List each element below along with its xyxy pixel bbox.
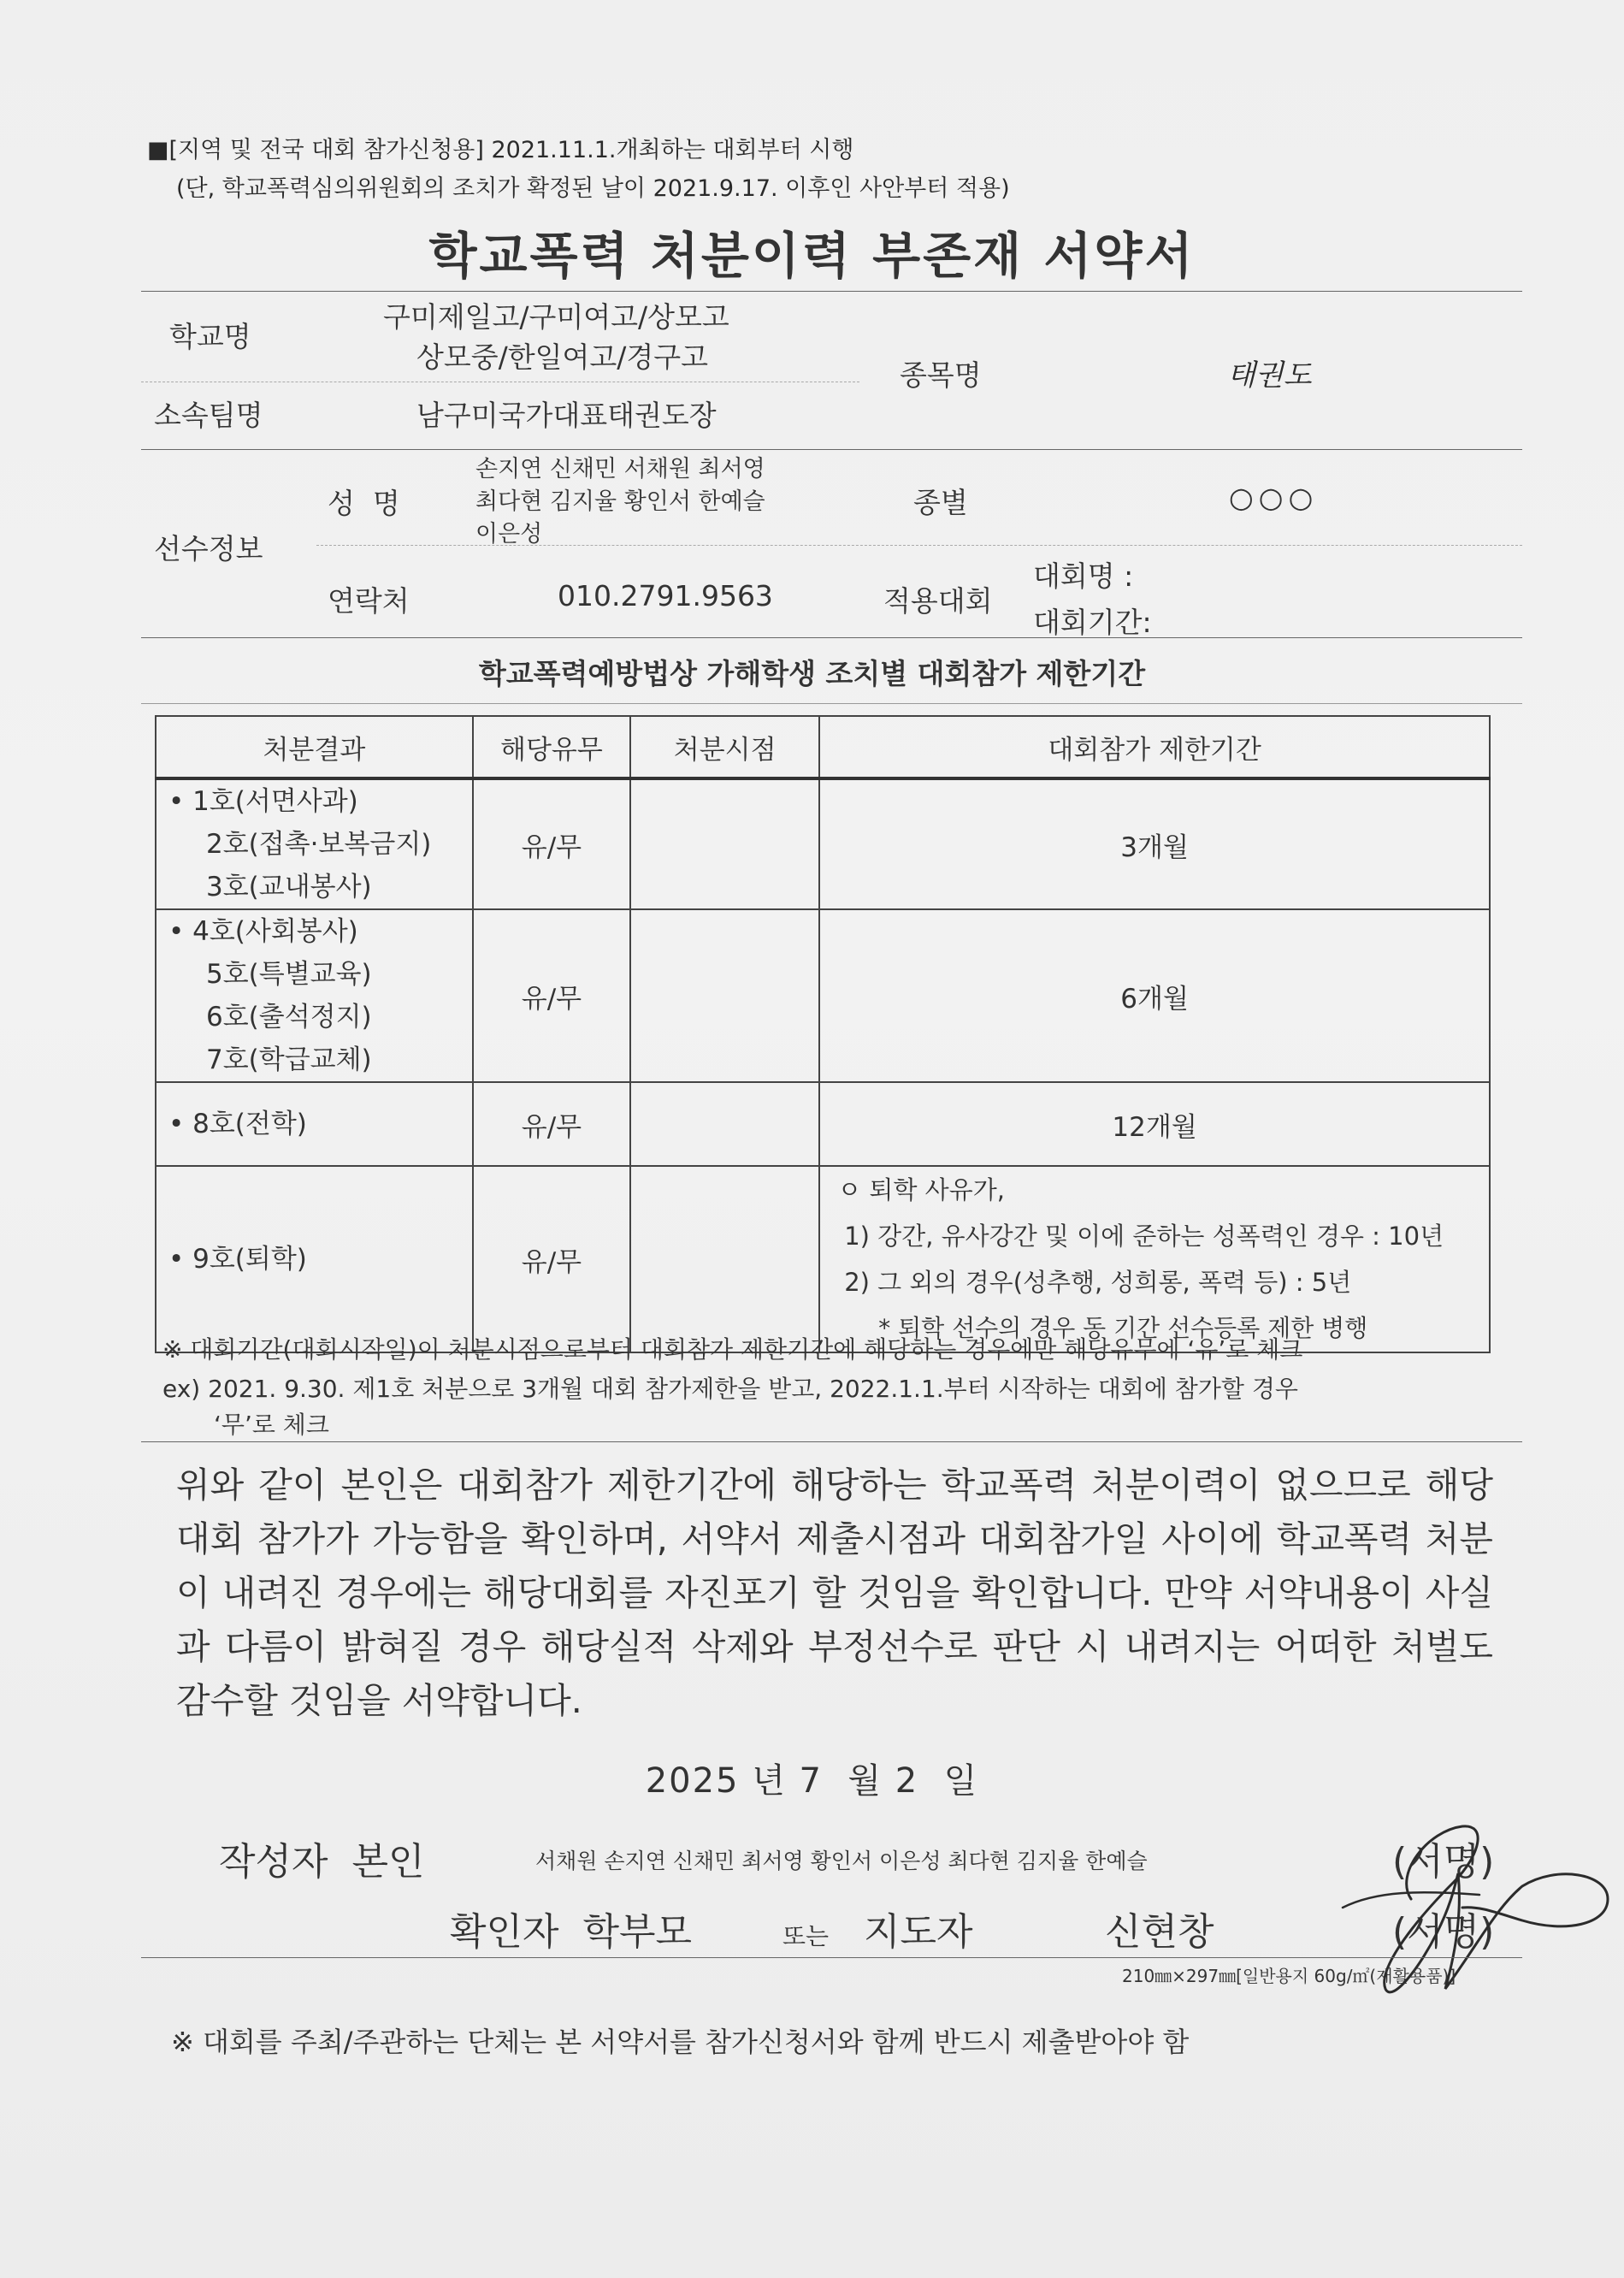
contact-label: 연락처 [328, 584, 410, 618]
restriction-table [155, 715, 1491, 1353]
divider [141, 449, 1522, 450]
footnote-3: ‘무’로 체크 [214, 1411, 329, 1439]
column-header: 해당유무 [473, 716, 630, 778]
table-row [156, 778, 1490, 909]
result-item: 2호(접촉·보복금지) [206, 829, 432, 860]
athlete-section-label: 선수정보 [154, 532, 263, 565]
name-label: 성 명 [328, 487, 400, 520]
period-cell: 6개월 [819, 909, 1490, 1082]
result-item: 7호(학급교체) [206, 1044, 372, 1075]
period-line: 1) 강간, 유사강간 및 이에 준하는 성폭력인 경우 : 10년 [844, 1222, 1444, 1251]
school-value-line2: 상모중/한일여고/경구고 [416, 340, 709, 374]
period-line: * 퇴학 선수의 경우 동 기간 선수등록 제한 병행 [878, 1314, 1368, 1342]
team-value: 남구미국가대표태권도장 [416, 399, 717, 432]
coach-label: 지도자 [864, 1910, 973, 1954]
table-header-row [156, 716, 1490, 778]
result-item: • 1호(서면사과) [168, 786, 358, 817]
column-header: 처분결과 [156, 716, 473, 778]
sport-value: 태권도 [1227, 358, 1312, 393]
divider [316, 545, 1522, 546]
team-label: 소속팀명 [154, 399, 263, 432]
notice-line-2: (단, 학교폭력심의위원회의 조치가 확정된 날이 2021.9.17. 이후인 사안부터 적용) [176, 175, 1010, 202]
result-item: 6호(출석정지) [206, 1002, 372, 1032]
athlete-names-line2: 최다현 김지율 황인서 한예슬 [475, 488, 765, 515]
divider [141, 1441, 1522, 1442]
period-cell: 12개월 [819, 1082, 1490, 1166]
result-item: 5호(특별교육) [206, 959, 372, 990]
period-line: ㅇ 퇴학 사유가, [837, 1175, 1005, 1204]
divider [141, 637, 1522, 638]
or-label: 또는 [782, 1922, 830, 1950]
paper-spec: 210㎜×297㎜[일반용지 60g/㎡(재활용품)] [1122, 1966, 1456, 1986]
column-header: 처분시점 [630, 716, 819, 778]
table-row [156, 909, 1490, 1082]
gender-label: 종별 [913, 486, 968, 519]
divider [141, 291, 1522, 292]
column-header: 대회참가 제한기간 [819, 716, 1490, 778]
period-line: 2) 그 외의 경우(성추행, 성희롱, 폭력 등) : 5년 [844, 1268, 1352, 1297]
time-cell [630, 1082, 819, 1166]
gender-value: ○○○ [1229, 481, 1319, 514]
divider [141, 703, 1522, 704]
school-label: 학교명 [169, 320, 251, 353]
result-cell [156, 909, 473, 1082]
document-title: 학교폭력 처분이력 부존재 서약서 [428, 227, 1196, 285]
time-cell [630, 909, 819, 1082]
footnote-2: ex) 2021. 9.30. 제1호 처분으로 3개월 대회 참가제한을 받고, 2022.1.1.부터 시작하는 대회에 참가할 경우 [162, 1375, 1298, 1403]
table-row [156, 1166, 1490, 1352]
confirm-label: 확인자 학부모 [450, 1910, 692, 1954]
contact-value: 010.2791.9563 [558, 579, 773, 612]
notice-line-1: ■[지역 및 전국 대회 참가신청용] 2021.11.1.개최하는 대회부터 시행 [147, 137, 854, 163]
coach-name: 신현창 [1105, 1910, 1214, 1954]
table-row [156, 1082, 1490, 1166]
result-item: • 9호(퇴학) [168, 1244, 307, 1275]
applicable-cell: 유/무 [473, 909, 630, 1082]
footnote-1: ※ 대회기간(대회시작일)이 처분시점으로부터 대회참가 제한기간에 해당하는 경우에만 해당유무에 ‘유’로 체크 [162, 1335, 1303, 1364]
bottom-note: ※ 대회를 주최/주관하는 단체는 본 서약서를 참가신청서와 함께 반드시 제출받아야 함 [171, 2026, 1190, 2058]
applicable-cell: 유/무 [473, 1082, 630, 1166]
divider [141, 1957, 1522, 1958]
sign-label: (서명) [1392, 1840, 1495, 1884]
result-cell [156, 1166, 473, 1352]
author-names: 서채원 손지연 신채민 최서영 황인서 이은성 최다현 김지율 한예슬 [535, 1849, 1148, 1873]
author-label: 작성자 본인 [219, 1840, 425, 1884]
period-cell: 3개월 [819, 778, 1490, 909]
event-label: 적용대회 [883, 584, 993, 618]
event-name-label: 대회명 : [1033, 559, 1134, 593]
result-item: 3호(교내봉사) [206, 872, 372, 902]
signing-date: 2025 년 7 월 2 일 [645, 1761, 979, 1801]
time-cell [630, 778, 819, 909]
event-period-label: 대회기간: [1033, 606, 1152, 639]
applicable-cell: 유/무 [473, 778, 630, 909]
result-item: • 4호(사회봉사) [168, 916, 358, 947]
pledge-text: 위와 같이 본인은 대회참가 제한기간에 해당하는 학교폭력 처분이력이 없으므로 해당 대회 참가가 가능함을 확인하며, 서약서 제출시점과 대회참가일 사이에 학교폭력 처분이 내려진 경우에는 해당대회를 자진포기 할 것임을 확인합니다. 만약 서약내용이 사실과 다름이 밝혀질 경우 해당실적 삭제와 부정선수로 판단 시 내려지는 어떠한 처벌도 감수할 것임을 서약합니다. [176, 1464, 1493, 1721]
result-item: • 8호(전학) [168, 1109, 307, 1139]
table-title: 학교폭력예방법상 가해학생 조치별 대회참가 제한기간 [478, 657, 1146, 690]
result-cell [156, 1082, 473, 1166]
period-cell [819, 1166, 1490, 1352]
school-value-line1: 구미제일고/구미여고/상모고 [383, 300, 729, 334]
athlete-names-line1: 손지연 신채민 서채원 최서영 [475, 456, 765, 482]
sign-label-2: (서명) [1392, 1910, 1495, 1954]
athlete-names-line3: 이은성 [475, 521, 543, 547]
result-cell [156, 778, 473, 909]
time-cell [630, 1166, 819, 1352]
sport-label: 종목명 [900, 358, 982, 392]
applicable-cell: 유/무 [473, 1166, 630, 1352]
